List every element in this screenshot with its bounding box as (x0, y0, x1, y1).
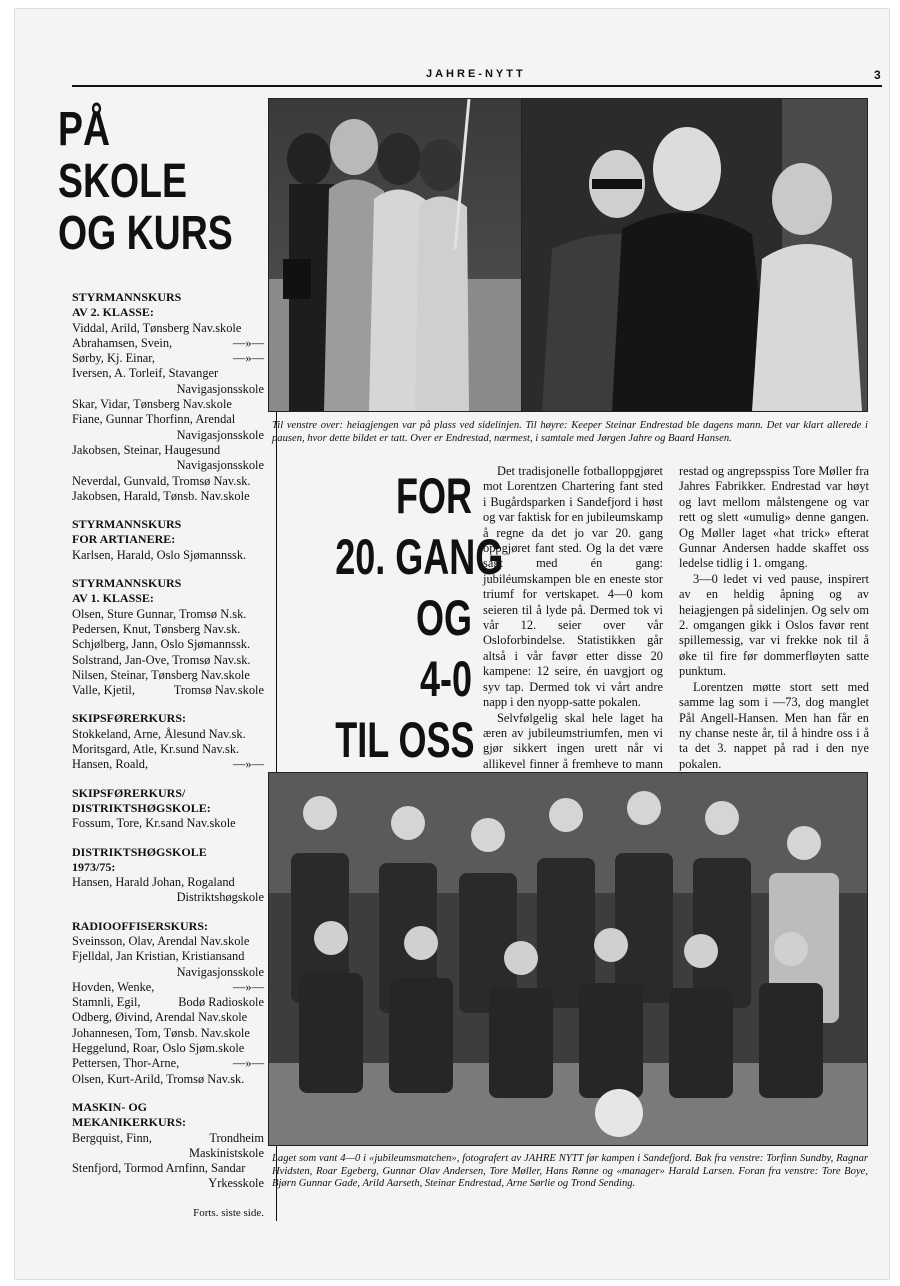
entry-school: Bodø Radioskole (178, 995, 264, 1010)
article-paragraph: Det tradisjonelle fotballoppgjøret mot Lorentzen Chartering fant sted i Bugårdsparken i Sandefjord i høst og var faktisk for en jubileumskamp å regne da det jo var 20. gang oppgjøret fant sted. Og la det være sagt med én gang: jubiléumskampen ble en eneste stor triumf for vertskapet. 4—0 kom seieren til å lyde på. Dermed tok vi vår 12. seier over vår Osloforbindelse. Statistikken går altså i vår favør etter disse 20 kampene: 12 seire, én uavgjort og syv tap. Dermed tok vi vårt andre napp i den nyopp-satte pokalen. (483, 464, 663, 710)
course-entry (72, 607, 264, 622)
entry-name: Bergquist, Finn, (72, 1130, 152, 1145)
entry-name: Hovden, Wenke, (72, 979, 155, 994)
course-section (72, 786, 264, 832)
entry-name: Stenfjord, Tormod Arnfinn, Sandar (72, 1161, 246, 1176)
entry-school: Navigasjonsskole (176, 427, 264, 442)
course-entry (72, 890, 264, 905)
course-heading: MASKIN- OG (72, 1099, 147, 1114)
course-heading: DISTRIKTSHØGSKOLE: (72, 800, 211, 815)
running-header: JAHRE-NYTT (426, 68, 526, 80)
course-entry (72, 622, 264, 637)
entry-school: Yrkesskole (208, 1176, 264, 1191)
entry-name: Hansen, Roald, (72, 757, 149, 772)
course-section (72, 290, 264, 504)
article-paragraph: 3—0 ledet vi ved pause, inspirert av en heldig åpning og av heiagjengen på sidelinjen. Og selv om 2. omgangen gikk i Oslos favør rent spillemessig, var vi frekke nok til å øke til fire før dommerfløyten satte punktum. (679, 571, 869, 679)
entry-name: Olsen, Sture Gunnar, Tromsø N.sk. (72, 606, 247, 621)
course-entry (72, 458, 264, 473)
course-entry (72, 321, 264, 336)
course-entry (72, 336, 264, 351)
entry-name: Jakobsen, Harald, Tønsb. Nav.skole (72, 488, 250, 503)
article-paragraph: restad og angrepsspiss Tore Møller fra Jahres Fabrikker. Endrestad var høyt og lavt mellom målstengene og var rett og slett «umulig» denne gangen. Og Møller laget «hat trick» efterat Gunnar Andersen hadde skaffet oss ledelse tidlig i 1. omgang. (679, 464, 869, 571)
entry-name: Sveinsson, Olav, Arendal Nav.skole (72, 933, 250, 948)
course-entry (72, 474, 264, 489)
entry-school: Navigasjonsskole (176, 381, 264, 396)
entry-name: Pedersen, Knut, Tønsberg Nav.sk. (72, 621, 241, 636)
entry-name: Neverdal, Gunvald, Tromsø Nav.sk. (72, 473, 251, 488)
section-title (58, 104, 282, 260)
course-entry (72, 1161, 264, 1176)
entry-name: Moritsgard, Atle, Kr.sund Nav.sk. (72, 742, 240, 757)
section-title-line: SKOLE (58, 155, 187, 208)
section-title-line: PÅ (58, 103, 111, 156)
course-entry (72, 1176, 264, 1191)
entry-name: Odberg, Øivind, Arendal Nav.skole (72, 1010, 248, 1025)
magazine-page (14, 8, 890, 1280)
headline-line: 20. GANG (335, 529, 504, 585)
entry-school: —»— (233, 979, 264, 994)
entry-name: Hansen, Harald Johan, Rogaland (72, 875, 235, 890)
article-paragraph: Lorentzen møtte stort sett med samme lag som i —73, dog manglet Pål Angell-Hansen. Men han får en ny chanse neste år, til å hindre oss i å ta det 3. nappet på rad i den nye pokalen. (679, 679, 869, 771)
course-entry (72, 382, 264, 397)
course-entry (72, 683, 264, 698)
entry-school: Tromsø Nav.skole (173, 683, 264, 698)
course-entry (72, 443, 264, 458)
course-heading: AV 2. KLASSE: (72, 305, 154, 320)
course-heading: STYRMANNSKURS (72, 290, 182, 304)
course-section (72, 517, 264, 563)
entry-name: Nilsen, Steinar, Tønsberg Nav.skole (72, 667, 250, 682)
course-entry (72, 1056, 264, 1071)
course-heading: SKIPSFØRERKURS: (72, 711, 187, 726)
course-heading: STYRMANNSKURS (72, 576, 182, 591)
entry-name: Olsen, Kurt-Arild, Tromsø Nav.sk. (72, 1071, 245, 1086)
entry-name: Solstrand, Jan-Ove, Tromsø Nav.sk. (72, 652, 251, 667)
course-entry (72, 653, 264, 668)
entry-school: —»— (233, 351, 264, 366)
photo-football-team (268, 772, 868, 1146)
entry-name: Sørby, Kj. Einar, (72, 351, 156, 366)
entry-school: —»— (233, 335, 264, 350)
course-entry (72, 412, 264, 427)
course-section (72, 576, 264, 698)
course-entry (72, 1041, 264, 1056)
entry-name: Fiane, Gunnar Thorfinn, Arendal (72, 412, 236, 427)
course-section (72, 1100, 264, 1192)
course-heading: DISTRIKTSHØGSKOLE (72, 844, 207, 859)
photo-cheering-crowd (268, 98, 522, 412)
entry-name: Jakobsen, Steinar, Haugesund (72, 442, 221, 457)
course-entry (72, 1026, 264, 1041)
course-entry (72, 875, 264, 890)
entry-name: Iversen, A. Torleif, Stavanger (72, 366, 219, 381)
course-entry (72, 934, 264, 949)
continued-note: Forts. siste side. (193, 1206, 264, 1219)
headline-line: 4-0 (419, 651, 472, 707)
course-entry (72, 637, 264, 652)
course-heading: AV 1. KLASSE: (72, 591, 154, 606)
course-heading: MEKANIKERKURS: (72, 1115, 187, 1130)
course-section (72, 845, 264, 906)
course-entry (72, 489, 264, 504)
entry-name: Pettersen, Thor-Arne, (72, 1056, 180, 1071)
course-heading: FOR ARTIANERE: (72, 532, 176, 547)
entry-school: Distriktshøgskole (176, 890, 264, 905)
course-entry (72, 995, 264, 1010)
entry-name: Fjelldal, Jan Kristian, Kristiansand (72, 949, 245, 964)
entry-school: Navigasjonsskole (176, 458, 264, 473)
course-entry (72, 668, 264, 683)
course-entry (72, 965, 264, 980)
course-heading: 1973/75: (72, 859, 116, 874)
course-entry (72, 397, 264, 412)
entry-name: Fossum, Tore, Kr.sand Nav.skole (72, 816, 236, 831)
article-column-2 (679, 464, 869, 772)
section-title-line: OG KURS (58, 207, 233, 260)
entry-school: Navigasjonsskole (176, 964, 264, 979)
course-heading: RADIOOFFISERSKURS: (72, 918, 209, 933)
entry-school: —»— (233, 1056, 264, 1071)
course-entry (72, 816, 264, 831)
header-rule (72, 85, 882, 87)
entry-name: Abrahamsen, Svein, (72, 335, 173, 350)
entry-school: Trondheim (209, 1130, 264, 1145)
course-entry (72, 949, 264, 964)
page-number: 3 (874, 68, 881, 82)
headline-line: TIL OSS (335, 712, 475, 768)
entry-name: Karlsen, Harald, Oslo Sjømannssk. (72, 547, 247, 562)
course-heading: SKIPSFØRERKURS/ (72, 785, 186, 800)
course-entry (72, 1072, 264, 1087)
top-photo-caption: Til venstre over: heiagjengen var på plass ved sidelinjen. Til høyre: Keeper Steinar Endrestad ble dagens mann. Det var klart allerede i pausen, hvor dette bildet er tatt. Over er Endrestad, nærmest, i samtale med Jørgen Jahre og Baard Hansen. (272, 420, 868, 444)
entry-name: Skar, Vidar, Tønsberg Nav.skole (72, 397, 232, 412)
entry-name: Viddal, Arild, Tønsberg Nav.skole (72, 320, 242, 335)
course-heading: STYRMANNSKURS (72, 517, 182, 532)
course-entry (72, 1146, 264, 1161)
photo-keeper-conversation (521, 98, 868, 412)
article-headline (282, 466, 504, 771)
entry-name: Schjølberg, Jann, Oslo Sjømannssk. (72, 637, 251, 652)
course-section (72, 919, 264, 1087)
team-photo-caption: Laget som vant 4—0 i «jubileumsmatchen», fotografert av JAHRE NYTT før kampen i Sandefjord. Bak fra venstre: Torfinn Sundby, Ragnar Hvidsten, Roar Egeberg, Gunnar Olav Andersen, Tore Møller, Hans Rønne og «manager» Harald Larsen. Foran fra venstre: Tore Boye, Bjørn Gunnar Gade, Arild Aarseth, Steinar Endrestad, Arne Sørlie og Trond Sending. (272, 1153, 868, 1189)
course-entry (72, 727, 264, 742)
course-section (72, 711, 264, 772)
course-entry (72, 548, 264, 563)
entry-school: Maskinistskole (188, 1145, 264, 1160)
course-entry (72, 351, 264, 366)
entry-name: Stamnli, Egil, (72, 995, 141, 1010)
entry-name: Valle, Kjetil, (72, 683, 135, 698)
headline-line: OG (415, 590, 472, 646)
course-entry (72, 742, 264, 757)
article-paragraph: Selvfølgelig skal hele laget ha æren av jubileumstriumfen, men vi gjør sikkert ingen urett når vi allikevel finner å fremheve to mann (483, 710, 663, 771)
entry-school: —»— (233, 757, 264, 772)
course-entry (72, 366, 264, 381)
entry-name: Stokkeland, Arne, Ålesund Nav.sk. (72, 726, 246, 741)
course-entry (72, 1131, 264, 1146)
course-entry (72, 980, 264, 995)
course-entry (72, 757, 264, 772)
entry-name: Johannesen, Tom, Tønsb. Nav.skole (72, 1025, 250, 1040)
course-list (72, 290, 264, 1221)
article-column-1 (483, 464, 663, 788)
entry-name: Heggelund, Roar, Oslo Sjøm.skole (72, 1041, 245, 1056)
headline-line: FOR (396, 468, 472, 524)
course-entry (72, 428, 264, 443)
course-entry (72, 1010, 264, 1025)
